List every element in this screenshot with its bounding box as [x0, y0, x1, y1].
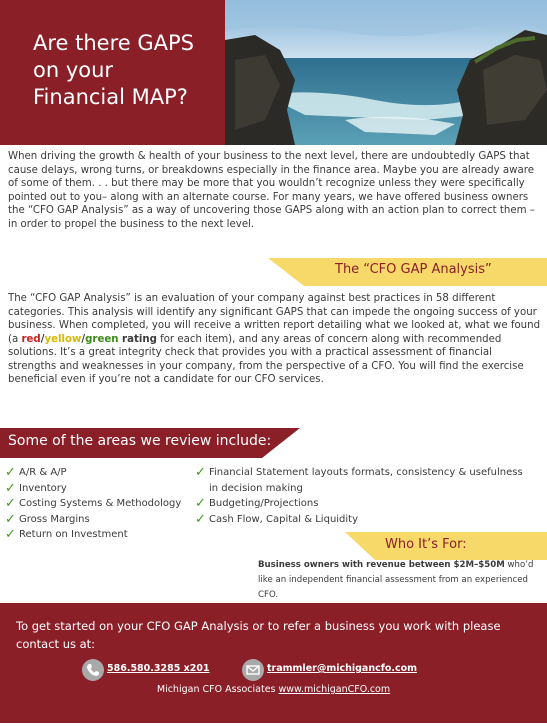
title-line-2: on your [33, 58, 114, 82]
areas-heading: Some of the areas we review include: [8, 433, 272, 449]
checkmark-icon: ✓ [195, 511, 206, 527]
gap-analysis-heading: The “CFO GAP Analysis” [335, 262, 492, 277]
checkmark-icon: ✓ [5, 496, 16, 511]
envelope-icon [242, 659, 264, 681]
coastline-photo [225, 0, 547, 145]
rating-green: green [85, 333, 119, 345]
phone-link[interactable]: 586.580.3285 x201 [107, 663, 210, 674]
rating-yellow: yellow [44, 333, 82, 345]
list-item: ✓ A/R & A/P [5, 465, 67, 480]
checkmark-icon: ✓ [195, 465, 206, 480]
footer-call-to-action: To get started on your CFO GAP Analysis or to refer a business you work with please contact us at: [16, 619, 501, 651]
intro-paragraph: When driving the growth & health of your business to the next level, there are undoubtedly GAPS that cause delays, wrong turns, or breakdowns especially in the finance area. Maybe you are already aware of some of them. . . but there may be more that you wouldn’t recognize unless they were specifically pointed out to you– along with an alternate course. For many years, we have offered business owners the “CFO GAP Analysis” as a way of uncovering those GAPS along with an action plan to correct them – in order to propel the business to the next level. [8, 151, 535, 230]
list-item: ✓ Cash Flow, Capital & Liquidity [195, 511, 359, 527]
title-line-1: Are there GAPS [33, 31, 194, 55]
gap-analysis-paragraph [8, 292, 543, 387]
list-item: ✓ Financial Statement layouts formats, consistency & usefulness [195, 465, 523, 480]
rating-word: rating [118, 333, 157, 345]
who-heading: Who It’s For: [385, 537, 467, 552]
checkmark-icon: ✓ [5, 465, 16, 480]
phone-icon [82, 659, 104, 681]
title-line-3: Financial MAP? [33, 85, 188, 109]
who-text: who’d like an independent financial assessment from an experienced CFO. [258, 560, 534, 600]
list-item: ✓ Inventory [5, 480, 67, 496]
list-item-continuation: in decision making [209, 482, 303, 494]
checkmark-icon: ✓ [195, 496, 206, 511]
gap-text-b: for each item), and any areas of concern along with recommended solutions. It’s a great integrity check that provides you with a practical assessment of financial strengths and weaknesses in your company, from the perspective of a CFO. You will find the exercise beneficial even if you’re not a candidate for our CFO services. [8, 333, 524, 385]
areas-list-left [5, 465, 195, 543]
areas-list-right [195, 465, 535, 527]
rating-slash-1: / [40, 333, 45, 345]
email-link[interactable]: trammler@michigancfo.com [267, 663, 418, 674]
checkmark-icon: ✓ [5, 511, 16, 527]
list-item: ✓ Costing Systems & Methodology [5, 496, 182, 511]
checkmark-icon: ✓ [5, 527, 16, 542]
who-lead: Business owners with revenue between $2M–$50M [258, 560, 505, 570]
checkmark-icon: ✓ [5, 480, 16, 496]
rating-slash-2: / [81, 333, 86, 345]
gap-text-a: The “CFO GAP Analysis” is an evaluation of your company against best practices in 58 different categories. This analysis will identify any significant GAPS that can impede the ongoing success of your business. When completed, you will receive a written report detailing what we looked at, what we found (a [8, 293, 541, 345]
company-name: Michigan CFO Associates [156, 684, 279, 695]
rating-red: red [21, 333, 41, 345]
list-item: ✓ Budgeting/Projections [195, 496, 319, 511]
website-link[interactable]: www.michiganCFO.com [278, 684, 391, 695]
list-item: ✓ Return on Investment [5, 527, 128, 542]
list-item: ✓ Gross Margins [5, 511, 90, 527]
page-title [33, 30, 233, 111]
footer-company [0, 684, 547, 695]
